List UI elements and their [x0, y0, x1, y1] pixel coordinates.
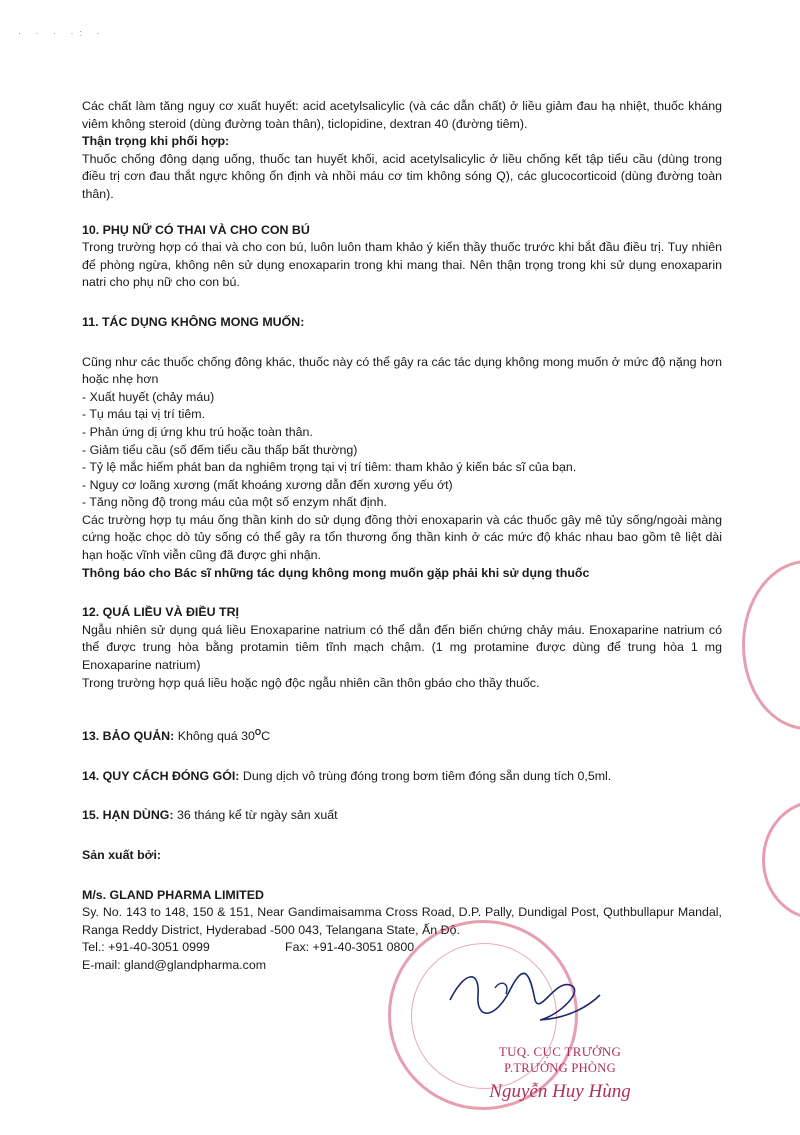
fax-number: Fax: +91-40-3051 0800	[285, 940, 415, 955]
section-13-title: 13. BẢO QUẢN:	[82, 729, 175, 744]
side-effect-item: - Tăng nồng độ trong máu của một số enzym nhất định.	[82, 495, 387, 510]
email-address: E-mail: gland@glandpharma.com	[82, 957, 267, 972]
side-effect-item: - Tỷ lệ mắc hiếm phát ban da nghiêm trọng tại vị trí tiêm: tham khảo ý kiến bác sĩ của bạn.	[82, 460, 577, 475]
edge-stamp	[742, 560, 800, 730]
storage-value: Không quá 30	[177, 729, 255, 744]
section-12-title: 12. QUÁ LIỀU VÀ ĐIỀU TRỊ	[82, 605, 239, 620]
section-10-title: 10. PHỤ NỮ CÓ THAI VÀ CHO CON BÚ	[82, 222, 310, 237]
signatory-position: P.TRƯỞNG PHÒNG	[504, 1061, 616, 1075]
section-12-text: Ngẫu nhiên sử dụng quá liều Enoxaparine natrium có thể dẫn đến biến chứng chảy máu. Enoxaparine natrium có thể được trung hòa bằng protamin tiêm tĩnh mạch chậm. (1 mg protamine được dùng để trung hòa 1 mg Enoxaparine natrium)	[82, 622, 722, 673]
side-effect-item: - Tụ máu tại vị trí tiêm.	[82, 407, 206, 422]
section-12-text-2: Trong trường hợp quá liều hoặc ngộ độc ngẫu nhiên cần thôn gbáo cho thầy thuốc.	[82, 675, 540, 690]
packaging-value: Dung dịch vô trùng đóng trong bơm tiêm đóng sẵn dung tích 0,5ml.	[242, 768, 612, 783]
section-11-title: 11. TÁC DỤNG KHÔNG MONG MUỐN:	[82, 314, 305, 329]
degree-sup: O	[254, 728, 262, 738]
section-11-intro: Cũng như các thuốc chống đông khác, thuốc này có thể gây ra các tác dụng không mong muốn ở mức độ nặng hơn hoặc nhẹ hơn	[82, 354, 722, 387]
section-10-text: Trong trường hợp có thai và cho con bú, luôn luôn tham khảo ý kiến thầy thuốc trước khi bắt đầu điều trị. Tuy nhiên để phòng ngừa, không nên sử dụng enoxaparin trong khi mang thai. Nên thận trọng trong khi sử dụng enoxaparin natri cho phụ nữ cho con bú.	[82, 240, 722, 290]
section-15	[82, 807, 722, 825]
scan-specks: · · · ·: ·	[18, 28, 106, 38]
document-body	[82, 98, 722, 975]
manufacturer-name: M/s. GLAND PHARMA LIMITED	[82, 887, 264, 902]
section-14	[82, 768, 722, 786]
side-effect-item: - Nguy cơ loãng xương (mất khoáng xương dẫn đến xương yếu ớt)	[82, 477, 453, 492]
storage-unit: C	[261, 729, 271, 744]
signatory-block	[470, 1043, 650, 1105]
manufacturer-label: Sản xuất bởi:	[82, 848, 162, 862]
section-11-text: Các trường hợp tụ máu ống thần kinh do sử dụng đồng thời enoxaparin và các thuốc gây mê tủy sống/ngoài màng cứng hoặc chọc dò tủy sống có thể gây ra tổn thương ống thần kinh ở các mức độ khác nhau bao gồm tê liệt dài hạn hoặc vĩnh viễn cũng đã được ghi nhận.	[82, 512, 722, 563]
intro-text: Các chất làm tăng nguy cơ xuất huyết: acid acetylsalicylic (và các dẫn chất) ở liều giảm đau hạ nhiệt, thuốc kháng viêm không steroid (dùng đường toàn thân), ticlopidine, dextran 40 (đường tiêm).	[82, 99, 722, 131]
signatory-title: TUQ. CỤC TRƯỞNG	[498, 1044, 622, 1059]
section-11-notice: Thông báo cho Bác sĩ những tác dụng không mong muốn gặp phải khi sử dụng thuốc	[82, 565, 590, 580]
manufacturer-address: Sy. No. 143 to 148, 150 & 151, Near Gandimaisamma Cross Road, D.P. Pally, Dundigal Post, Quthbullapur Mandal, Ranga Reddy District, Hyderabad -500 043, Telangana State, Ấn Độ.	[82, 905, 722, 937]
signatory-name: Nguyễn Huy Hùng	[489, 1081, 631, 1102]
section-15-title: 15. HẠN DÙNG:	[82, 808, 174, 823]
caution-title: Thận trọng khi phối hợp:	[82, 134, 230, 149]
side-effect-item: - Giảm tiểu cầu (số đếm tiểu cầu thấp bất thường)	[82, 442, 358, 457]
edge-stamp-lower	[762, 800, 800, 920]
contact-line	[82, 939, 722, 957]
caution-text: Thuốc chống đông dạng uống, thuốc tan huyết khối, acid acetylsalicylic ở liều chống kết tập tiểu cầu (dùng trong điều trị cơn đau thắt ngực không ổn định và nhồi máu cơ tim không sóng Q), các glucocorticoid (dùng đường toàn thân).	[82, 151, 722, 201]
side-effect-item: - Phản ứng dị ứng khu trú hoặc toàn thân.	[82, 424, 313, 439]
section-13	[82, 728, 722, 746]
phone-number: Tel.: +91-40-3051 0999	[82, 940, 210, 955]
side-effect-item: - Xuất huyết (chảy máu)	[82, 389, 215, 404]
handwritten-signature	[440, 960, 610, 1030]
shelf-life-value: 36 tháng kể từ ngày sản xuất	[177, 808, 338, 823]
section-14-title: 14. QUY CÁCH ĐÓNG GÓI:	[82, 768, 240, 783]
